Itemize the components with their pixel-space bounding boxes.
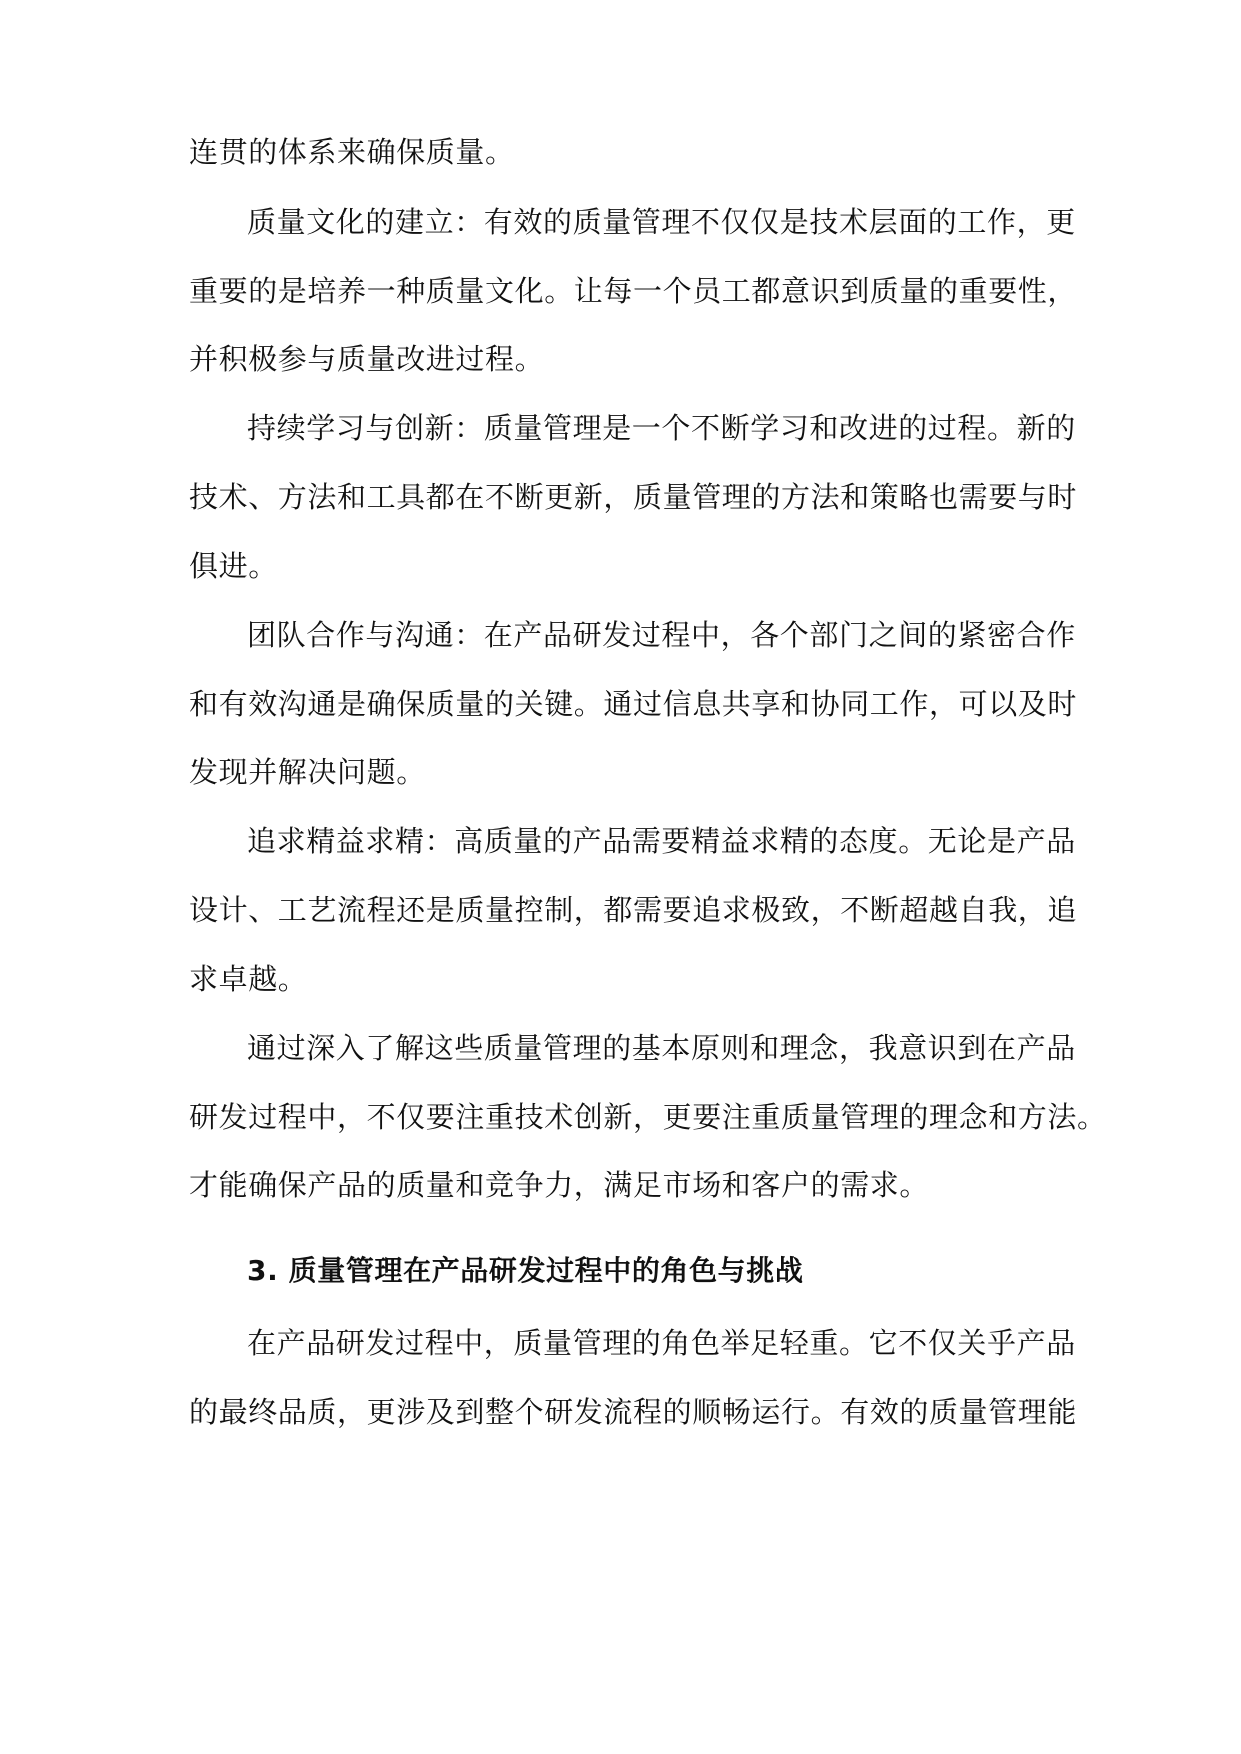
paragraph-line: 发现并解决问题。	[189, 755, 426, 789]
paragraph-line: 连贯的体系来确保质量。	[189, 135, 515, 169]
paragraph-line: 求卓越。	[189, 962, 308, 996]
paragraph-line: 重要的是培养一种质量文化。让每一个员工都意识到质量的重要性，	[189, 274, 1078, 308]
paragraph-line: 团队合作与沟通：在产品研发过程中，各个部门之间的紧密合作	[247, 618, 1076, 652]
paragraph-line: 通过深入了解这些质量管理的基本原则和理念，我意识到在产品	[247, 1031, 1076, 1065]
paragraph-line: 设计、工艺流程还是质量控制，都需要追求极致，不断超越自我，追	[189, 893, 1078, 927]
paragraph-line: 研发过程中，不仅要注重技术创新，更要注重质量管理的理念和方法。	[189, 1100, 1107, 1134]
paragraph-line: 才能确保产品的质量和竞争力，满足市场和客户的需求。	[189, 1168, 930, 1202]
paragraph-line: 质量文化的建立：有效的质量管理不仅仅是技术层面的工作，更	[247, 205, 1076, 239]
paragraph-line: 并积极参与质量改进过程。	[189, 342, 545, 376]
paragraph-line: 技术、方法和工具都在不断更新，质量管理的方法和策略也需要与时	[189, 480, 1078, 514]
paragraph-line: 的最终品质，更涉及到整个研发流程的顺畅运行。有效的质量管理能	[189, 1395, 1078, 1429]
section-heading: 3. 质量管理在产品研发过程中的角色与挑战	[247, 1254, 804, 1287]
paragraph-line: 追求精益求精：高质量的产品需要精益求精的态度。无论是产品	[247, 824, 1076, 858]
paragraph-line: 持续学习与创新：质量管理是一个不断学习和改进的过程。新的	[247, 411, 1076, 445]
paragraph-line: 俱进。	[189, 549, 278, 583]
paragraph-line: 在产品研发过程中，质量管理的角色举足轻重。它不仅关乎产品	[247, 1326, 1076, 1360]
paragraph-line: 和有效沟通是确保质量的关键。通过信息共享和协同工作，可以及时	[189, 687, 1078, 721]
